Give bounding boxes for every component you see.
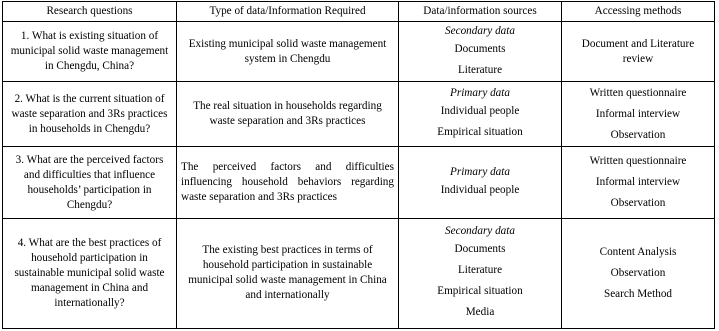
header-accessing-methods: Accessing methods [562,2,715,22]
method-item: Observation [610,266,666,279]
method-item: Content Analysis [599,245,677,258]
research-question-cell: 3. What are the perceived factors and difficulties that influence households’ participation in Chengdu? [3,147,177,218]
table-row [3,218,715,328]
data-required-cell: The existing best practices in terms of household participation in sustainable municipal solid waste management in China and internationally [177,218,399,328]
source-item: Literature [457,63,503,76]
research-question-cell: 4. What are the best practices of household participation in sustainable municipal solid waste management in China and internationally? [3,218,177,328]
accessing-methods-cell [562,147,715,218]
source-item: Individual people [440,184,520,197]
source-type-label: Secondary data [445,225,515,238]
method-item: Observation [610,197,666,210]
data-required-cell: The real situation in households regarding waste separation and 3Rs practices [177,82,399,147]
table-row [3,147,715,218]
source-type-label: Secondary data [445,24,515,37]
research-methods-table [2,1,715,329]
source-item: Literature [457,264,503,277]
header-data-required: Type of data/Information Required [177,2,399,22]
method-item: Written questionnaire [589,86,687,99]
source-type-label: Primary data [450,87,510,100]
research-question-cell: 1. What is existing situation of municipal solid waste management in Chengdu, China? [3,22,177,82]
table-row [3,82,715,147]
source-item: Documents [454,42,506,55]
method-item: Written questionnaire [589,155,687,168]
table-row [3,22,715,82]
method-item: Observation [610,128,666,141]
method-item: Search Method [603,287,673,300]
accessing-methods-cell [562,82,715,147]
accessing-methods-cell [562,218,715,328]
source-item: Documents [454,243,506,256]
data-sources-cell [399,218,562,328]
method-item: Document and Literature review [581,37,695,65]
data-sources-cell [399,82,562,147]
table-header [3,2,715,22]
data-sources-cell [399,22,562,82]
header-data-sources: Data/information sources [399,2,562,22]
source-item: Media [465,306,495,319]
header-research-questions: Research questions [3,2,177,22]
source-item: Individual people [440,105,520,118]
data-sources-cell [399,147,562,218]
header-row [3,2,715,22]
data-required-cell: Existing municipal solid waste management system in Chengdu [177,22,399,82]
accessing-methods-cell [562,22,715,82]
method-item: Informal interview [595,176,681,189]
source-item: Empirical situation [437,285,523,298]
method-item: Informal interview [595,107,681,120]
research-question-cell: 2. What is the current situation of waste separation and 3Rs practices in households in Chengdu? [3,82,177,147]
source-type-label: Primary data [450,166,510,179]
data-required-cell: The perceived factors and difficulties influencing household behaviors regarding waste separation and 3Rs practices [177,147,399,218]
source-item: Empirical situation [437,126,523,139]
